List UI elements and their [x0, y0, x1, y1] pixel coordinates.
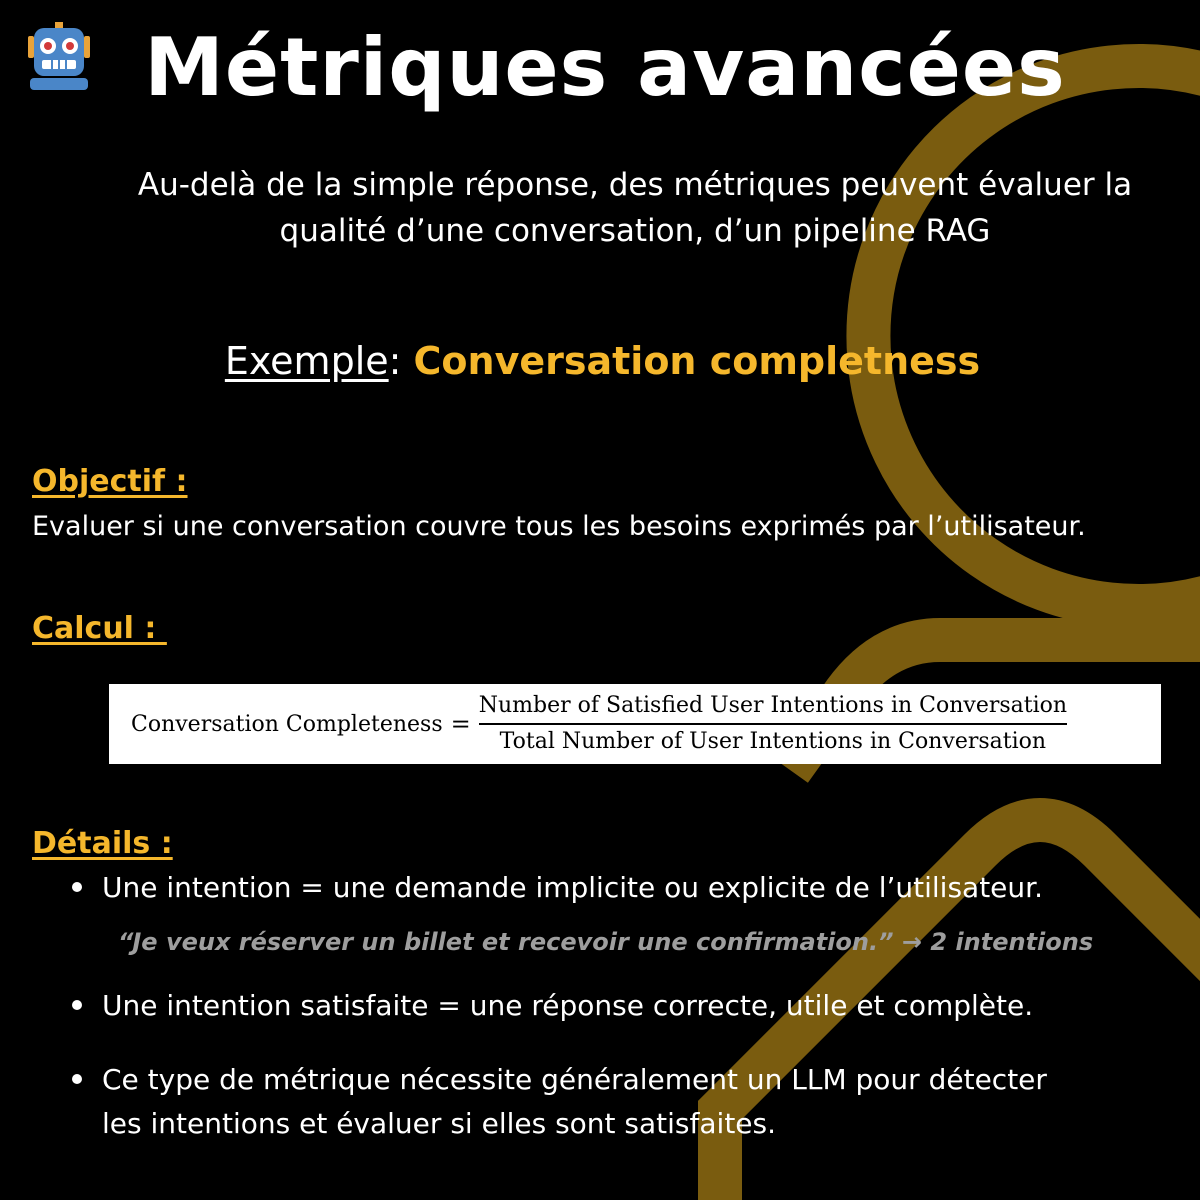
- bullet-dot: [72, 1000, 82, 1010]
- formula-equals: =: [450, 710, 471, 738]
- bullet-text-llm-line-1: Ce type de métrique nécessite généralement un LLM pour détecter: [102, 1063, 1047, 1096]
- fraction-bar: [479, 723, 1067, 725]
- robot-icon: [22, 22, 96, 92]
- list-item: [68, 1058, 1200, 1146]
- bullet-text-satisfied: Une intention satisfaite = une réponse correcte, utile et complète.: [102, 989, 1034, 1022]
- example-separator: :: [388, 339, 414, 383]
- calcul-heading: Calcul :: [32, 611, 167, 646]
- example-label: Exemple: [224, 339, 389, 383]
- formula-lhs: Conversation Completeness: [131, 711, 443, 737]
- formula-box: [109, 684, 1161, 764]
- objectif-text: Evaluer si une conversation couvre tous les besoins exprimés par l’utilisateur.: [32, 511, 1086, 542]
- formula-fraction: [479, 691, 1067, 757]
- subtitle-line-1: Au-delà de la simple réponse, des métriques peuvent évaluer la: [137, 167, 1133, 203]
- list-item: [68, 984, 1200, 1028]
- bullet-text-intention: Une intention = une demande implicite ou explicite de l’utilisateur.: [102, 871, 1043, 904]
- objectif-heading: Objectif :: [32, 464, 188, 499]
- subtitle-line-2: qualité d’une conversation, d’un pipeline RAG: [279, 213, 991, 249]
- bullet-dot: [72, 1074, 82, 1084]
- bullet-text-llm-line-2: [102, 1102, 1200, 1146]
- intro-subtitle: [60, 162, 1200, 254]
- details-heading: Détails :: [32, 826, 173, 861]
- page-title: Métriques avancées: [144, 21, 1066, 114]
- list-item: [68, 866, 1200, 910]
- formula-denominator: Total Number of User Intentions in Conversation: [499, 728, 1047, 754]
- formula-numerator: Number of Satisfied User Intentions in Conversation: [478, 693, 1068, 719]
- example-metric-name: Conversation completness: [413, 339, 981, 383]
- example-quote: “Je veux réserver un billet et recevoir une confirmation.” → 2 intentions: [118, 928, 1094, 956]
- bullet-text-llm-line-2-text: les intentions et évaluer si elles sont satisfaites.: [102, 1107, 777, 1140]
- example-heading: [0, 334, 1200, 388]
- bullet-dot: [72, 882, 82, 892]
